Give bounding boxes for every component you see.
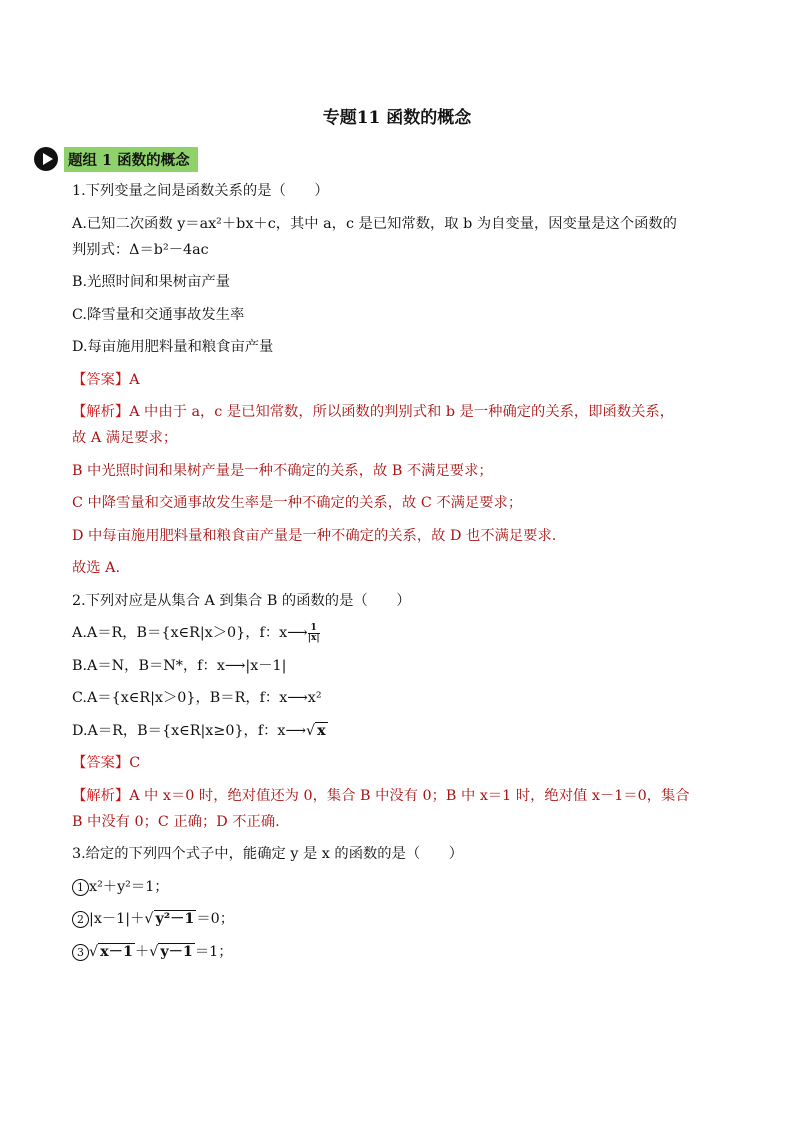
q1-analysis-line3: B 中光照时间和果树产量是一种不确定的关系，故 B 不满足要求； (72, 462, 493, 479)
q1-answer (72, 369, 722, 391)
answer-value: C (129, 755, 141, 771)
q3-item-1 (72, 876, 722, 898)
q1-analysis-line5: D 中每亩施用肥料量和粮食亩产量是一种不确定的关系，故 D 也不满足要求. (72, 527, 557, 544)
q2-option-a (72, 622, 722, 644)
q1-option-c: C.降雪量和交通事故发生率 (72, 306, 245, 323)
group-label: 题组 1 函数的概念 (64, 147, 198, 172)
circled-number: 3 (72, 944, 89, 961)
q2-option-a-text: A.A＝R，B＝{x∈R|x＞0}，f：x⟶ (72, 625, 308, 641)
q1-analysis-line4: C 中降雪量和交通事故发生率是一种不确定的关系，故 C 不满足要求； (72, 495, 523, 511)
q1-option-a-line1: A.已知二次函数 y＝ax²＋bx＋c，其中 a，c 是已知常数，取 b 为自变量，因变量是这个函数的 (72, 215, 677, 232)
square-root: √ x (306, 722, 326, 739)
circled-number: 2 (72, 911, 89, 928)
q1-option-d: D.每亩施用肥料量和粮食亩产量 (72, 339, 274, 355)
radicand: y－1 (160, 943, 193, 960)
q2-analysis-line2: B 中没有 0；C 正确；D 不正确. (72, 813, 280, 830)
fraction (308, 624, 320, 643)
analysis-label: 【解析】 (72, 404, 130, 420)
fraction-numerator: 1 (308, 624, 320, 634)
analysis-text: A 中由于 a，c 是已知常数，所以函数的判别式和 b 是一种确定的关系，即函数关系， (129, 404, 675, 420)
q3-item-3 (72, 941, 722, 963)
square-root: √ y－1 (149, 943, 193, 960)
q3-item-1-text: x²＋y²＝1； (89, 878, 169, 895)
q2-answer (72, 752, 722, 774)
q1-stem: 1.下列变量之间是函数关系的是（ ） (72, 183, 329, 199)
play-arrow-icon (34, 147, 58, 171)
radicand: x－1 (100, 943, 133, 960)
q3-item-2 (72, 908, 722, 930)
square-root: √ x－1 (89, 943, 133, 960)
q3-item-3-post: ＝1； (194, 943, 233, 960)
page-title: 专题11 函数的概念 (322, 108, 472, 128)
circled-number: 1 (72, 879, 89, 896)
q2-option-c: C.A＝{x∈R|x＞0}，B＝R，f：x⟶x² (72, 690, 322, 706)
q3-item-2-pre: |x－1|＋ (89, 911, 145, 927)
fraction-denominator: |x| (307, 632, 320, 643)
q1-analysis-line1 (72, 401, 722, 423)
q2-stem: 2.下列对应是从集合 A 到集合 B 的函数的是（ ） (72, 592, 411, 609)
group-header (34, 146, 198, 172)
square-root: √ y²－1 (144, 911, 195, 927)
q1-option-b: B.光照时间和果树亩产量 (72, 274, 231, 290)
q2-option-b: B.A＝N，B＝N*，f：x⟶|x－1| (72, 657, 287, 674)
q1-conclusion: 故选 A. (72, 560, 121, 576)
radicand: x (317, 722, 326, 739)
radicand: y²－1 (155, 911, 195, 927)
q2-option-d (72, 720, 722, 742)
q2-option-d-text: D.A＝R，B＝{x∈R|x≥0}，f：x⟶ (72, 722, 306, 739)
answer-value: A (129, 371, 140, 388)
q1-option-a-line2: 判别式：Δ＝b²－4ac (72, 241, 209, 258)
q1-analysis-line2: 故 A 满足要求； (72, 430, 178, 446)
q3-item-3-mid: ＋ (134, 943, 150, 960)
q3-item-2-post: ＝0； (196, 911, 235, 927)
q2-analysis-line1 (72, 785, 722, 807)
analysis-text: A 中 x＝0 时，绝对值还为 0，集合 B 中没有 0；B 中 x＝1 时，绝对值 x－1＝0，集合 (129, 787, 690, 804)
q3-stem: 3.给定的下列四个式子中，能确定 y 是 x 的函数的是（ ） (72, 846, 464, 862)
answer-label: 【答案】 (72, 371, 130, 388)
analysis-label: 【解析】 (72, 787, 130, 804)
answer-label: 【答案】 (72, 755, 130, 771)
content (72, 180, 722, 973)
